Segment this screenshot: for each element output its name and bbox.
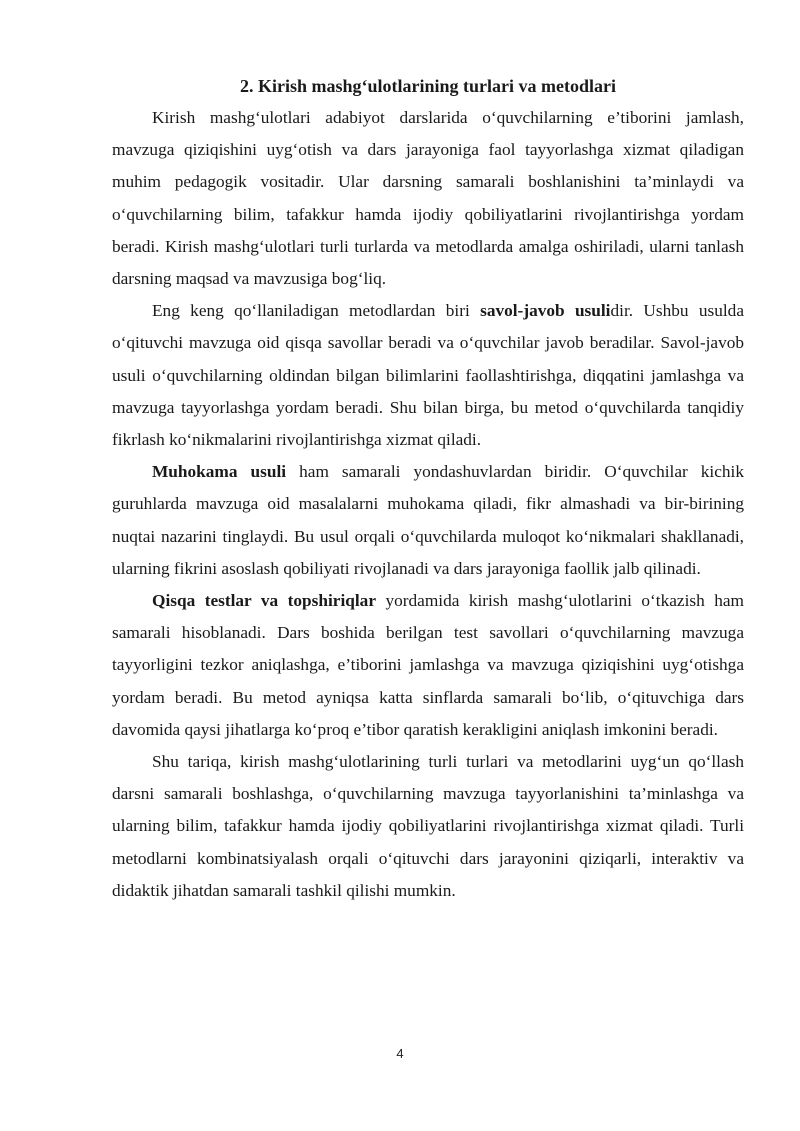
term-savol-javob: savol-javob usuli [480, 301, 611, 321]
paragraph-text: Eng keng qo‘llaniladigan metodlardan biri [152, 301, 481, 321]
document-page [112, 64, 744, 907]
paragraph-text: ham samarali yondashuvlardan biridir. O‘quvchilar kichik guruhlarda mavzuga oid masalalarni muhokama qiladi, fikr almashadi va bir-birining nuqtai nazarini tinglaydi. Bu usul orqali o‘quvchilarda muloqot ko‘nikmalari shakllanadi, ularning fikrini asoslash qobiliyati rivojlanadi va dars jarayoniga faollik jalb qilinadi. [112, 462, 744, 578]
page-number: 4 [396, 1046, 404, 1061]
paragraph-text: yordamida kirish mashg‘ulotlarini o‘tkazish ham samarali hisoblanadi. Dars boshida berilgan test savollari o‘quvchilarning mavzuga tayyorligini tezkor aniqlashga, e’tiborini jamlashga va mavzuga qiziqishini uyg‘otishga yordam beradi. Bu metod ayniqsa katta sinflarda samarali bo‘lib, o‘qituvchiga dars davomida qaysi jihatlarga ko‘proq e’tibor qaratish kerakligini aniqlash imkonini beradi. [112, 591, 744, 739]
paragraph-muhokama [112, 456, 744, 585]
paragraph-intro: Kirish mashg‘ulotlari adabiyot darslarida o‘quvchilarning e’tiborini jamlash, mavzuga qiziqishini uyg‘otish va dars jarayoniga faol tayyorlashga xizmat qiladigan muhim pedagogik vositadir. Ular darsning samarali boshlanishini ta’minlaydi va o‘quvchilarning bilim, tafakkur hamda ijodiy qobiliyatlarini rivojlantirishga yordam beradi. Kirish mashg‘ulotlari turli turlarda va metodlarda amalga oshiriladi, ularni tanlash darsning maqsad va mavzusiga bog‘liq. [112, 108, 744, 289]
paragraph-testlar [112, 585, 744, 746]
paragraph-savol-javob [112, 295, 744, 456]
term-testlar: Qisqa testlar va topshiriqlar [152, 591, 376, 611]
paragraph-text: dir. Ushbu usulda o‘qituvchi mavzuga oid qisqa savollar beradi va o‘quvchilar javob beradilar. Savol-javob usuli o‘quvchilarning oldindan bilgan bilimlarini faollashtirishga, diqqatini jamlashga va mavzuga tayyorlashga yordam beradi. Shu bilan birga, bu metod o‘quvchilarda tanqidiy fikrlash ko‘nikmalarini rivojlantirishga xizmat qiladi. [112, 301, 744, 450]
term-muhokama: Muhokama usuli [152, 462, 287, 482]
section-heading: 2. Kirish mashg‘ulotlarining turlari va metodlari [240, 76, 616, 96]
paragraph-conclusion: Shu tariqa, kirish mashg‘ulotlarining turli turlari va metodlarini uyg‘un qo‘llash darsni samarali boshlashga, o‘quvchilarning mavzuga tayyorlanishini ta’minlashga va ularning bilim, tafakkur hamda ijodiy qobiliyatlarini rivojlantirishga xizmat qiladi. Turli metodlarni kombinatsiyalash orqali o‘qituvchi dars jarayonini qiziqarli, interaktiv va didaktik jihatdan samarali tashkil qilishi mumkin. [112, 752, 744, 900]
